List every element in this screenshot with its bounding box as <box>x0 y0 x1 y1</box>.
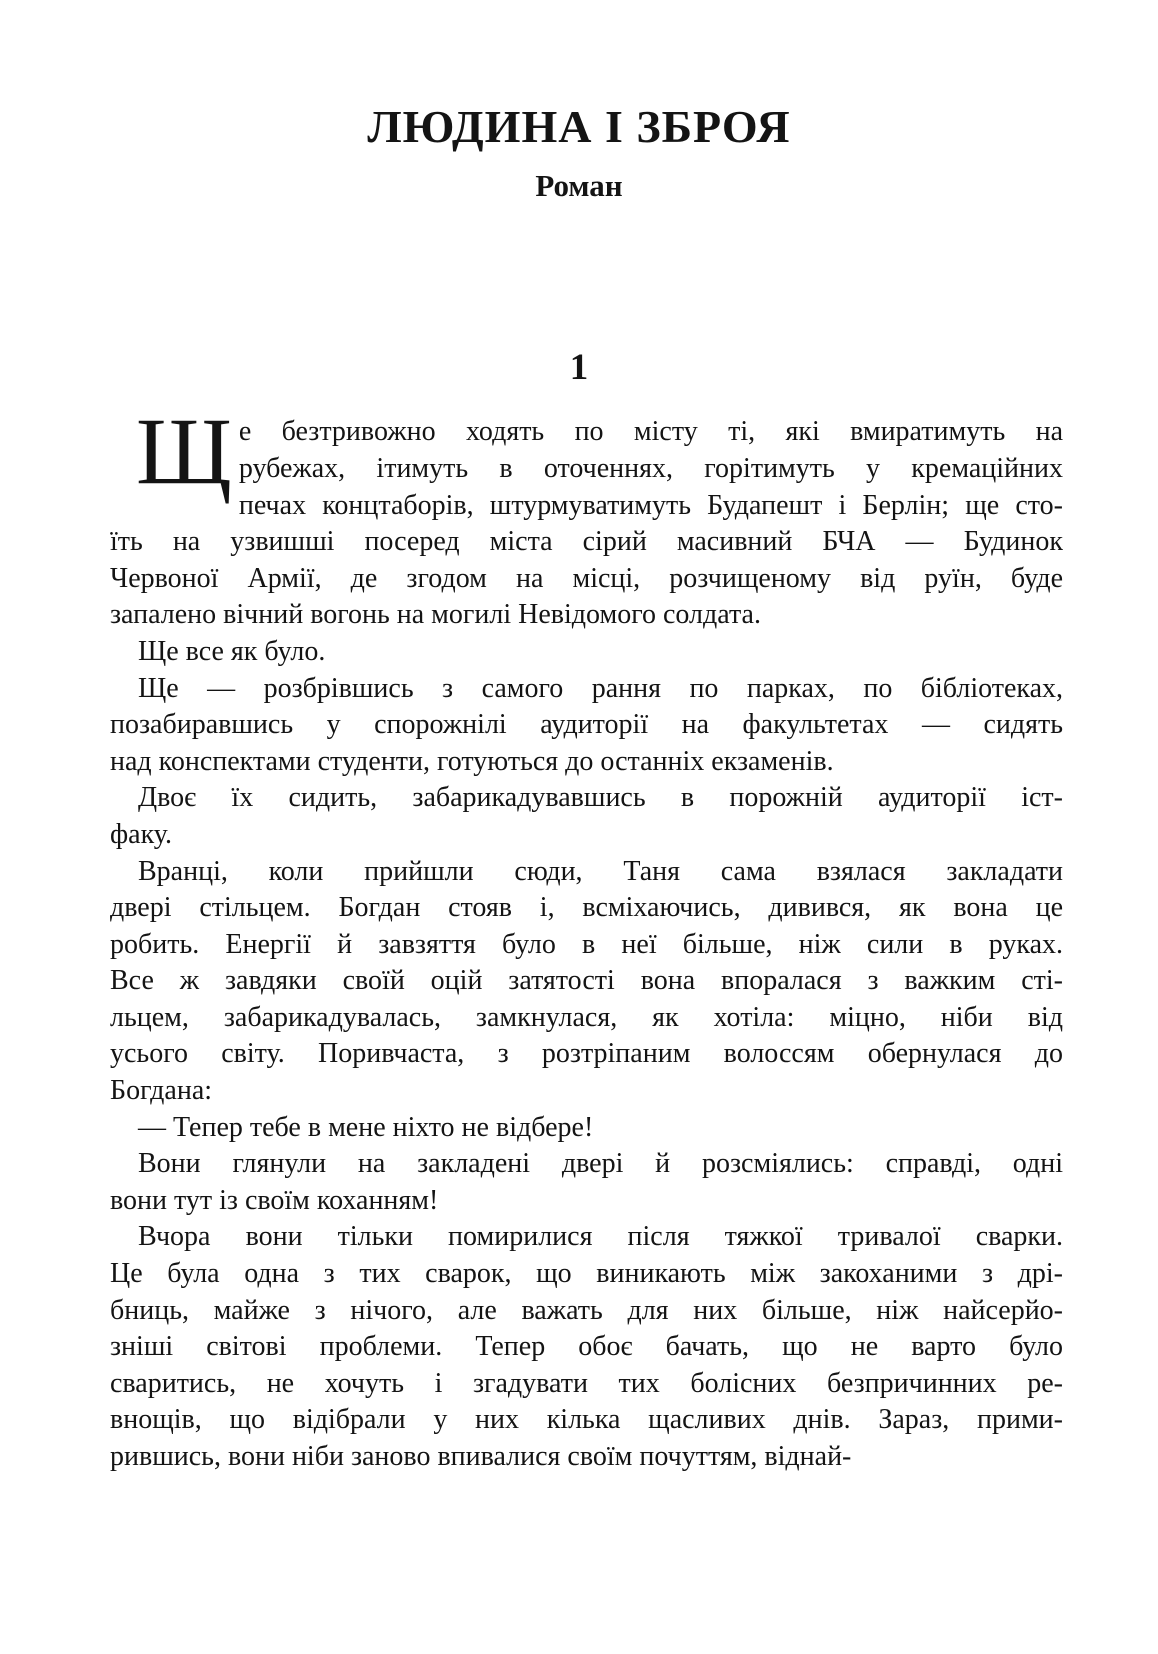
text-line: Червоної Армії, де згодом на місці, розчищеному від руїн, буде <box>110 562 1063 594</box>
paragraph <box>110 398 1063 634</box>
text-line: бниць, майже з нічого, але важать для них більше, ніж найсерйо- <box>110 1294 1063 1326</box>
text-line: Вранці, коли прийшли сюди, Таня сама взялася закладати <box>138 855 1063 887</box>
text-line: е безтривожно ходять по місту ті, які вмиратимуть на <box>238 416 1063 448</box>
paragraph <box>110 854 1063 1110</box>
text-line: Двоє їх сидить, забарикадувавшись в порожній аудиторії іст- <box>138 782 1063 814</box>
paragraph <box>110 780 1063 853</box>
text-line: Все ж завдяки своїй оцій затятості вона впоралася з важким сті- <box>110 965 1063 997</box>
text-line: рившись, вони ніби заново впивалися своїм почуттям, віднай- <box>110 1441 852 1472</box>
text-line: Вчора вони тільки помирилися після тяжкої тривалої сварки. <box>138 1221 1063 1253</box>
text-line: усього світу. Поривчаста, з розтріпаним волоссям обернулася до <box>110 1038 1063 1070</box>
chapter-number: 1 <box>569 346 589 388</box>
page-body <box>110 398 1063 1475</box>
text-line: двері стільцем. Богдан стояв і, всміхаючись, дивився, як вона це <box>110 892 1063 924</box>
page-subtitle: Роман <box>535 167 623 203</box>
text-line: рубежах, ітимуть в оточеннях, горітимуть у кремаційних <box>238 452 1063 484</box>
text-line: позабиравшись у спорожнілі аудиторії на факультетах — сидять <box>110 709 1063 741</box>
text-line: над конспектами студенти, готуються до останніх екзаменів. <box>110 745 834 777</box>
text-line: Ще все як було. <box>138 635 326 667</box>
text-line: Ще — розбрівшись з самого рання по парках, по бібліотеках, <box>138 672 1063 704</box>
text-line: Це була одна з тих сварок, що виникають між закоханими з дрі- <box>110 1258 1063 1290</box>
text-line: факу. <box>110 818 172 850</box>
text-line: сваритись, не хочуть і згадувати тих болісних безпричинних ре- <box>110 1367 1063 1399</box>
page-title: ЛЮДИНА І ЗБРОЯ <box>367 101 791 152</box>
paragraph <box>110 1219 1063 1475</box>
text-line: Богдана: <box>110 1075 213 1107</box>
paragraph <box>110 1146 1063 1219</box>
text-line: печах концтаборів, штурмуватимуть Будапешт і Берлін; ще сто- <box>238 489 1063 521</box>
text-line: зніші світові проблеми. Тепер обоє бачать, що не варто було <box>110 1331 1063 1363</box>
text-line: внощів, що відібрали у них кілька щасливих днів. Зараз, прими- <box>110 1404 1063 1436</box>
text-line: робить. Енергії й завзяття було в неї більше, ніж сили в руках. <box>110 928 1063 960</box>
paragraph <box>110 634 1063 671</box>
text-line: — Тепер тебе в мене ніхто не відбере! <box>138 1111 594 1143</box>
drop-cap: Щ <box>136 398 232 505</box>
text-line: їть на узвишші посеред міста сірий масивний БЧА — Будинок <box>110 526 1063 558</box>
paragraph <box>110 671 1063 781</box>
text-line: вони тут із своїм коханням! <box>110 1184 439 1216</box>
paragraph <box>110 1110 1063 1147</box>
text-line: запалено вічний вогонь на могилі Невідомого солдата. <box>110 599 761 631</box>
text-line: льцем, забарикадувалась, замкнулася, як хотіла: міцно, ніби від <box>110 1001 1063 1033</box>
text-line: Вони глянули на закладені двері й розсміялись: справді, одні <box>138 1148 1063 1180</box>
